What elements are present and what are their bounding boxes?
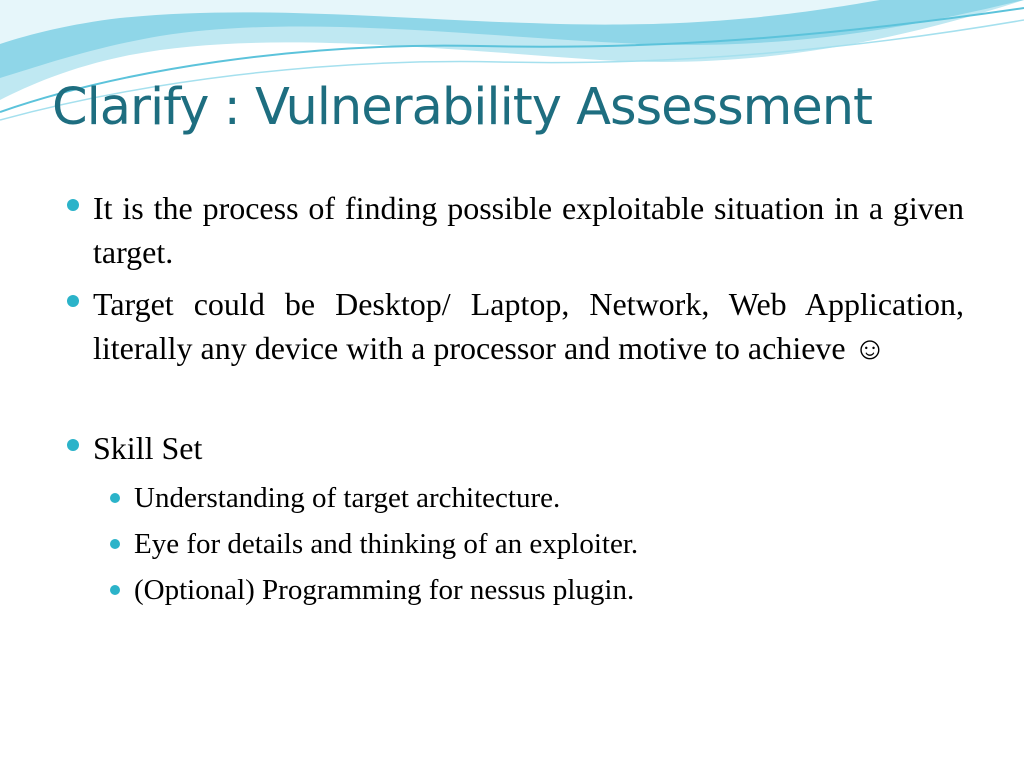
slide-content bbox=[64, 186, 964, 613]
bullet-item bbox=[64, 186, 964, 274]
bullet-item bbox=[64, 282, 964, 370]
sub-bullet-text: Eye for details and thinking of an exploiter. bbox=[134, 528, 639, 560]
sub-bullet-item bbox=[64, 478, 964, 518]
sub-bullet-text: (Optional) Programming for nessus plugin. bbox=[134, 574, 635, 606]
bullet-item bbox=[64, 426, 964, 470]
bullet-text: Target could be Desktop/ Laptop, Network, Web Application, literally any device with a processor and motive to achieve ☺ bbox=[93, 286, 964, 366]
sub-bullet-item bbox=[64, 524, 964, 564]
bullet-dot-icon bbox=[67, 439, 79, 451]
sub-bullet-dot-icon bbox=[110, 493, 120, 503]
bullet-text: Skill Set bbox=[93, 430, 203, 466]
sub-bullet-dot-icon bbox=[110, 585, 120, 595]
sub-bullet-dot-icon bbox=[110, 539, 120, 549]
sub-bullet-text: Understanding of target architecture. bbox=[134, 482, 561, 514]
slide-title: Clarify : Vulnerability Assessment bbox=[52, 78, 873, 137]
bullet-dot-icon bbox=[67, 199, 79, 211]
bullet-text: It is the process of finding possible exploitable situation in a given target. bbox=[93, 190, 964, 270]
bullet-dot-icon bbox=[67, 295, 79, 307]
sub-bullet-item bbox=[64, 570, 964, 610]
